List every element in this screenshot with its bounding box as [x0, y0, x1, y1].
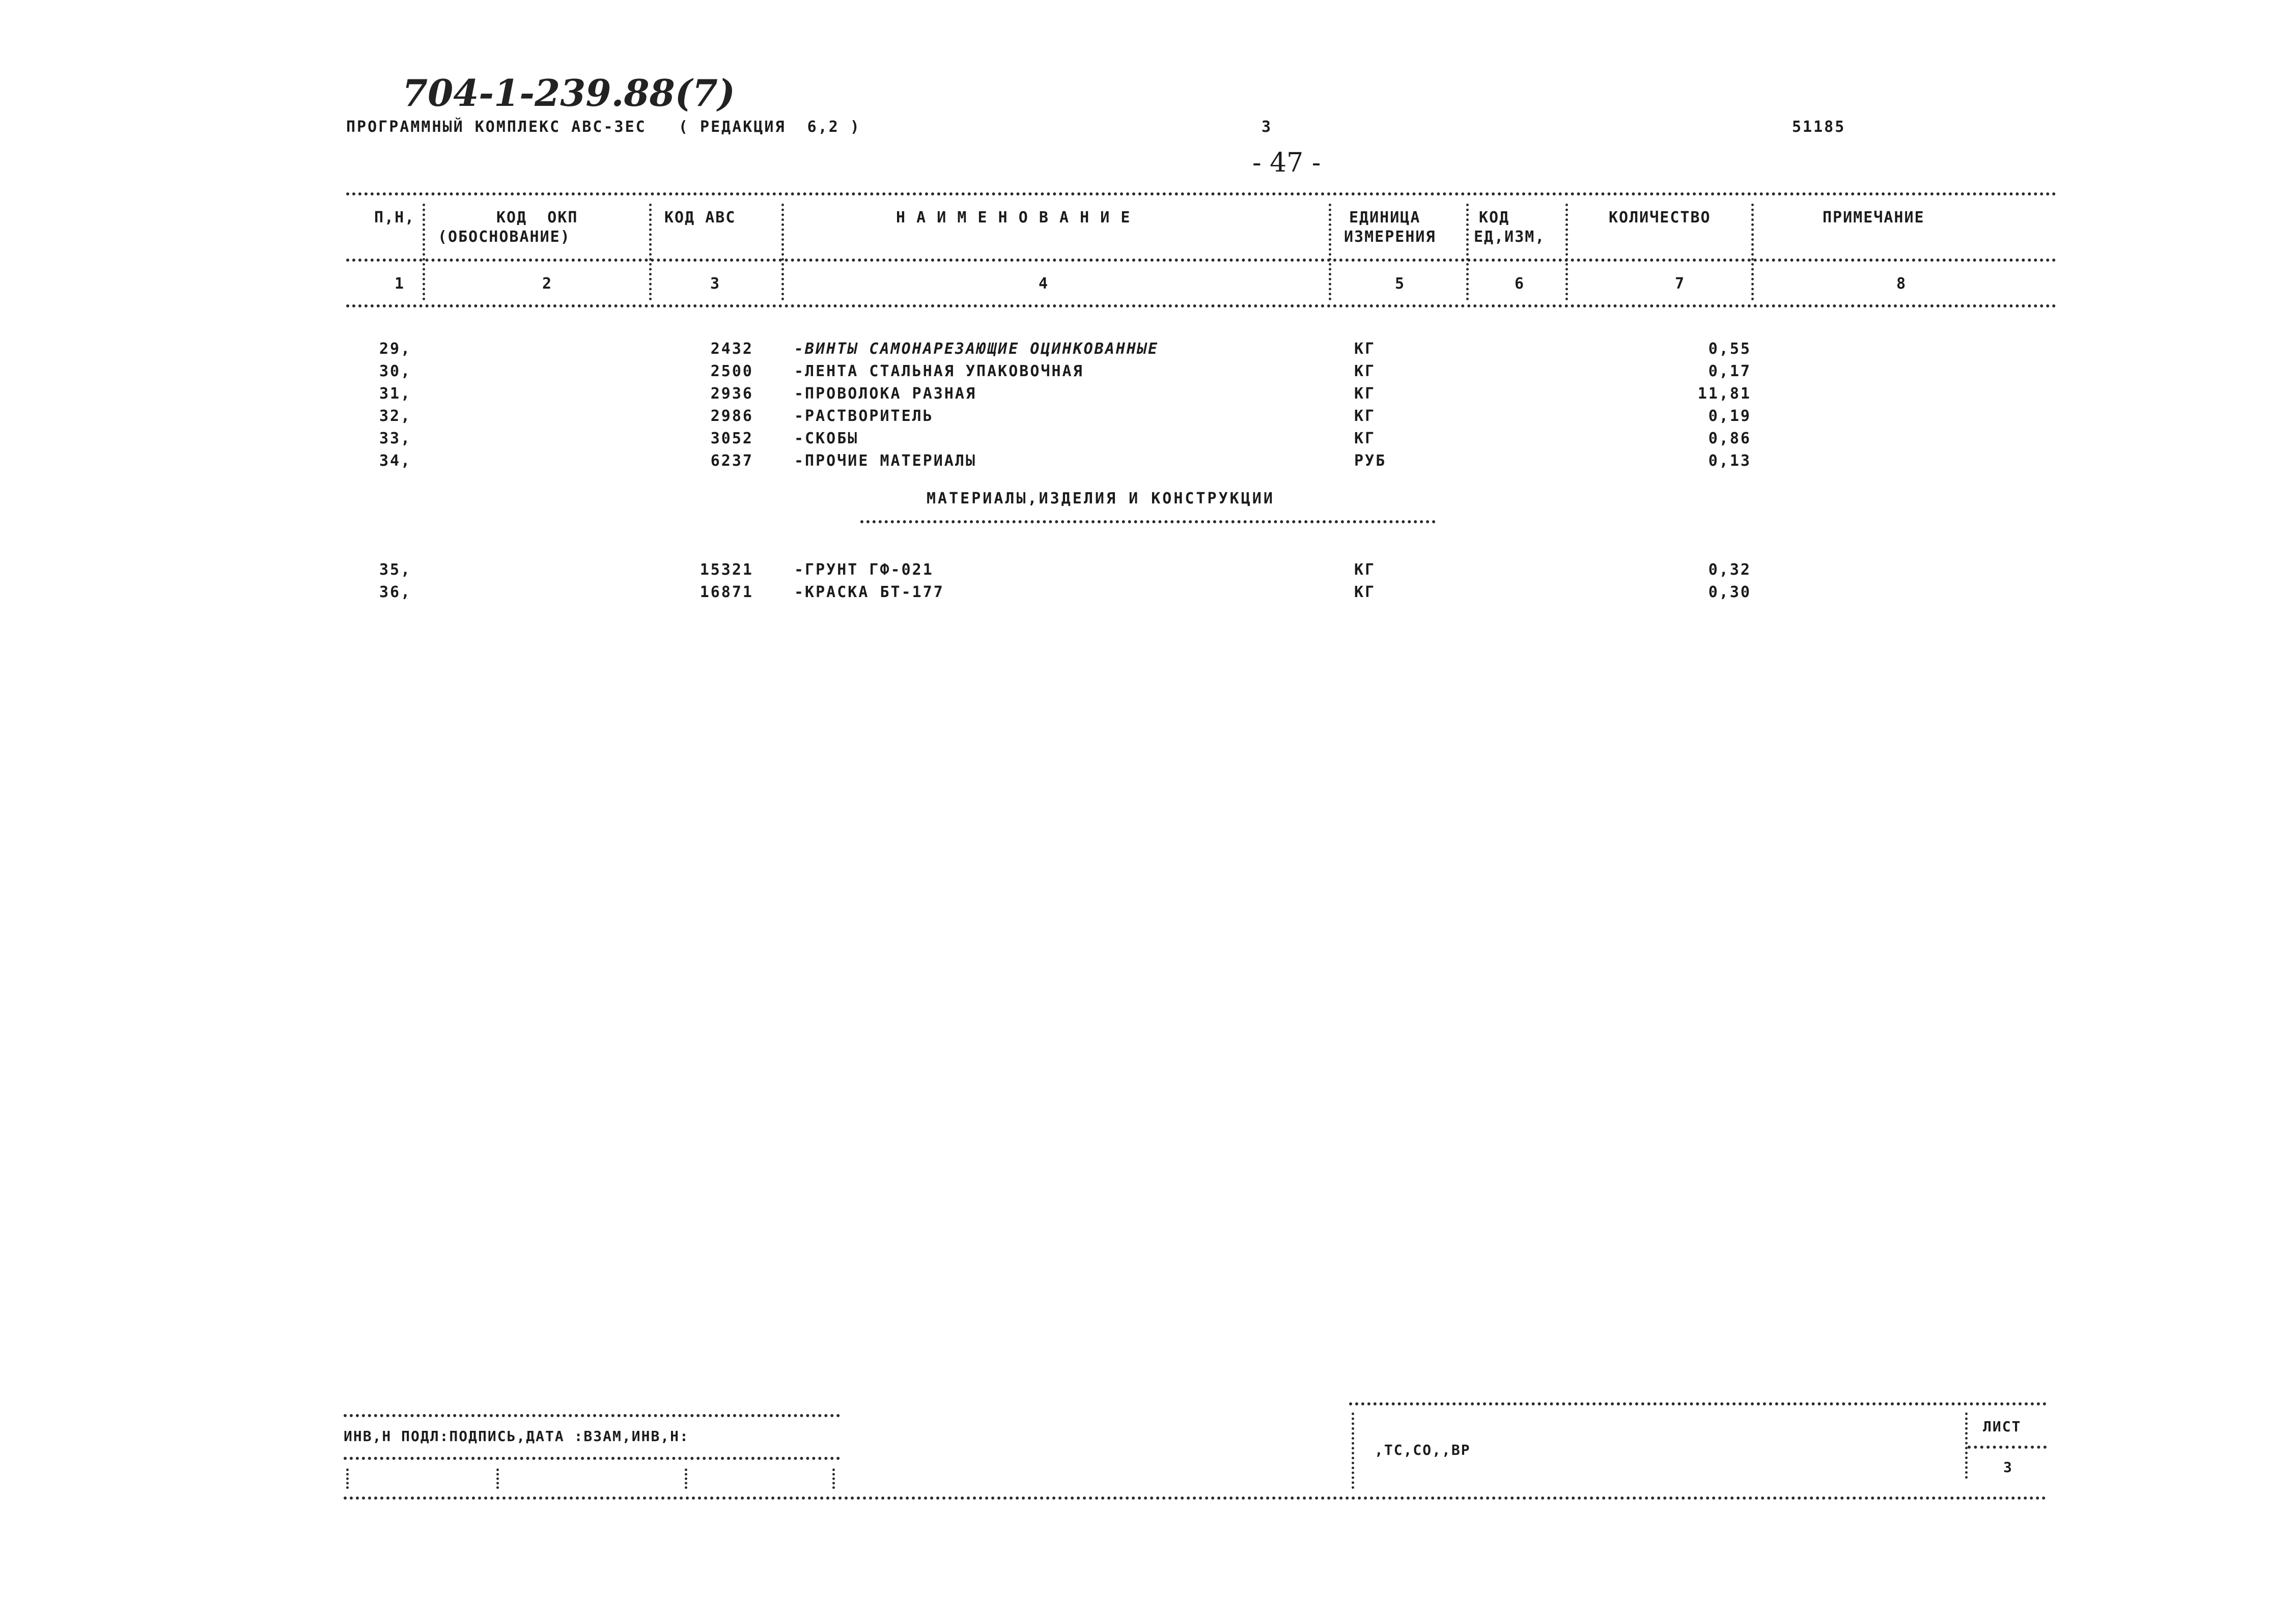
- page-number: - 47 -: [1252, 148, 1321, 178]
- table-row-unit: КГ: [1354, 430, 1376, 447]
- table-row-code: 15321: [699, 561, 753, 579]
- stamp-sheet-divider: [1968, 1446, 2047, 1449]
- col-header-unit: ЕДИНИЦА: [1349, 209, 1421, 227]
- table-row-unit: КГ: [1354, 340, 1376, 358]
- stamp-center-text: ,ТС,СО,,ВР: [1375, 1442, 1471, 1458]
- table-row-qty: 0,32: [1708, 561, 1751, 579]
- col-header-unitcode: КОД: [1479, 209, 1510, 227]
- table-row-qty: 0,86: [1708, 430, 1751, 447]
- table-row-pn: 32,: [379, 407, 412, 425]
- table-row-qty: 0,17: [1708, 362, 1751, 380]
- table-row-code: 16871: [699, 583, 753, 601]
- handwritten-code: 704-1-239.88(7): [402, 71, 735, 115]
- col-header-okp-sub: (ОБОСНОВАНИЕ): [438, 228, 571, 246]
- col-number-5: 5: [1395, 275, 1405, 293]
- table-row-qty: 0,19: [1708, 407, 1751, 425]
- table-row-code: 2986: [710, 407, 753, 425]
- header-divider: [346, 259, 2057, 262]
- stamp-right-left-edge: [1352, 1413, 1354, 1489]
- table-row-name: -СКОБЫ: [794, 430, 859, 447]
- col-sep-4: [1329, 204, 1331, 300]
- doc-number: 51185: [1792, 118, 1846, 136]
- col-header-unit-sub: ИЗМЕРЕНИЯ: [1344, 228, 1436, 246]
- table-row-pn: 33,: [379, 430, 412, 447]
- table-row-qty: 11,81: [1697, 385, 1751, 403]
- table-row-unit: КГ: [1354, 407, 1376, 425]
- col-sep-3: [781, 204, 784, 300]
- stamp-right-top-border: [1349, 1402, 2047, 1405]
- program-line: ПРОГРАММНЫЙ КОМПЛЕКС АВС-3ЕС ( РЕДАКЦИЯ 6,2 ): [346, 118, 861, 136]
- table-row-name: -ГРУНТ ГФ-021: [794, 561, 934, 579]
- col-number-6: 6: [1515, 275, 1524, 293]
- table-row-pn: 31,: [379, 385, 412, 403]
- col-number-7: 7: [1675, 275, 1685, 293]
- stamp-left-sep-2: [496, 1469, 499, 1489]
- table-row-name: -РАСТВОРИТЕЛЬ: [794, 407, 934, 425]
- col-sep-7: [1751, 204, 1754, 300]
- col-number-2: 2: [542, 275, 552, 293]
- table-row-pn: 30,: [379, 362, 412, 380]
- col-number-4: 4: [1039, 275, 1048, 293]
- table-row-qty: 0,55: [1708, 340, 1751, 358]
- stamp-left-header: ИНВ,Н ПОДЛ:ПОДПИСЬ,ДАТА :ВЗАМ,ИНВ,Н:: [344, 1428, 689, 1445]
- stamp-left-sep-3: [685, 1469, 687, 1489]
- table-row-code: 2432: [710, 340, 753, 358]
- table-row-qty: 0,30: [1708, 583, 1751, 601]
- table-row-pn: 29,: [379, 340, 412, 358]
- table-row-code: 6237: [710, 452, 753, 470]
- column-number-divider: [346, 304, 2057, 307]
- table-row-name: -ВИНТЫ САМОНАРЕЗАЮЩИЕ ОЦИНКОВАННЫЕ: [794, 340, 1159, 358]
- col-header-unitcode-sub: ЕД,ИЗМ,: [1474, 228, 1546, 246]
- table-row-code: 2936: [710, 385, 753, 403]
- table-row-name: -ЛЕНТА СТАЛЬНАЯ УПАКОВОЧНАЯ: [794, 362, 1084, 380]
- table-row-unit: КГ: [1354, 362, 1376, 380]
- col-header-pn: П,Н,: [374, 209, 415, 227]
- table-row-qty: 0,13: [1708, 452, 1751, 470]
- table-row-pn: 34,: [379, 452, 412, 470]
- table-row-pn: 36,: [379, 583, 412, 601]
- table-row-unit: КГ: [1354, 561, 1376, 579]
- col-header-abc: КОД АВС: [664, 209, 736, 227]
- stamp-sheet-label: ЛИСТ: [1983, 1418, 2022, 1435]
- col-sep-6: [1565, 204, 1568, 300]
- table-row-code: 3052: [710, 430, 753, 447]
- col-number-8: 8: [1896, 275, 1906, 293]
- col-sep-5: [1466, 204, 1469, 300]
- col-sep-1: [423, 204, 425, 300]
- table-row-name: -ПРОВОЛОКА РАЗНАЯ: [794, 385, 977, 403]
- col-header-name: Н А И М Е Н О В А Н И Е: [896, 209, 1131, 227]
- table-row-unit: КГ: [1354, 385, 1376, 403]
- page-bottom-border: [344, 1497, 2047, 1500]
- stamp-left-sep-1: [346, 1469, 349, 1489]
- table-top-border: [346, 192, 2057, 195]
- stamp-left-sep-4: [832, 1469, 835, 1489]
- stamp-left-top-border: [344, 1414, 840, 1417]
- col-number-1: 1: [395, 275, 404, 293]
- sheet-mark: 3: [1262, 118, 1273, 136]
- table-row-unit: РУБ: [1354, 452, 1387, 470]
- table-row-pn: 35,: [379, 561, 412, 579]
- col-header-qty: КОЛИЧЕСТВО: [1609, 209, 1711, 227]
- table-row-unit: КГ: [1354, 583, 1376, 601]
- col-header-okp: КОД ОКП: [496, 209, 578, 227]
- section-title: МАТЕРИАЛЫ,ИЗДЕЛИЯ И КОНСТРУКЦИИ: [927, 490, 1275, 507]
- stamp-left-mid-border: [344, 1457, 840, 1460]
- table-row-name: -ПРОЧИЕ МАТЕРИАЛЫ: [794, 452, 977, 470]
- col-number-3: 3: [710, 275, 720, 293]
- col-sep-2: [649, 204, 652, 300]
- col-header-note: ПРИМЕЧАНИЕ: [1823, 209, 1925, 227]
- table-row-name: -КРАСКА БТ-177: [794, 583, 944, 601]
- section-underline: [860, 520, 1436, 523]
- table-row-code: 2500: [710, 362, 753, 380]
- stamp-sheet-value: 3: [2003, 1459, 2013, 1476]
